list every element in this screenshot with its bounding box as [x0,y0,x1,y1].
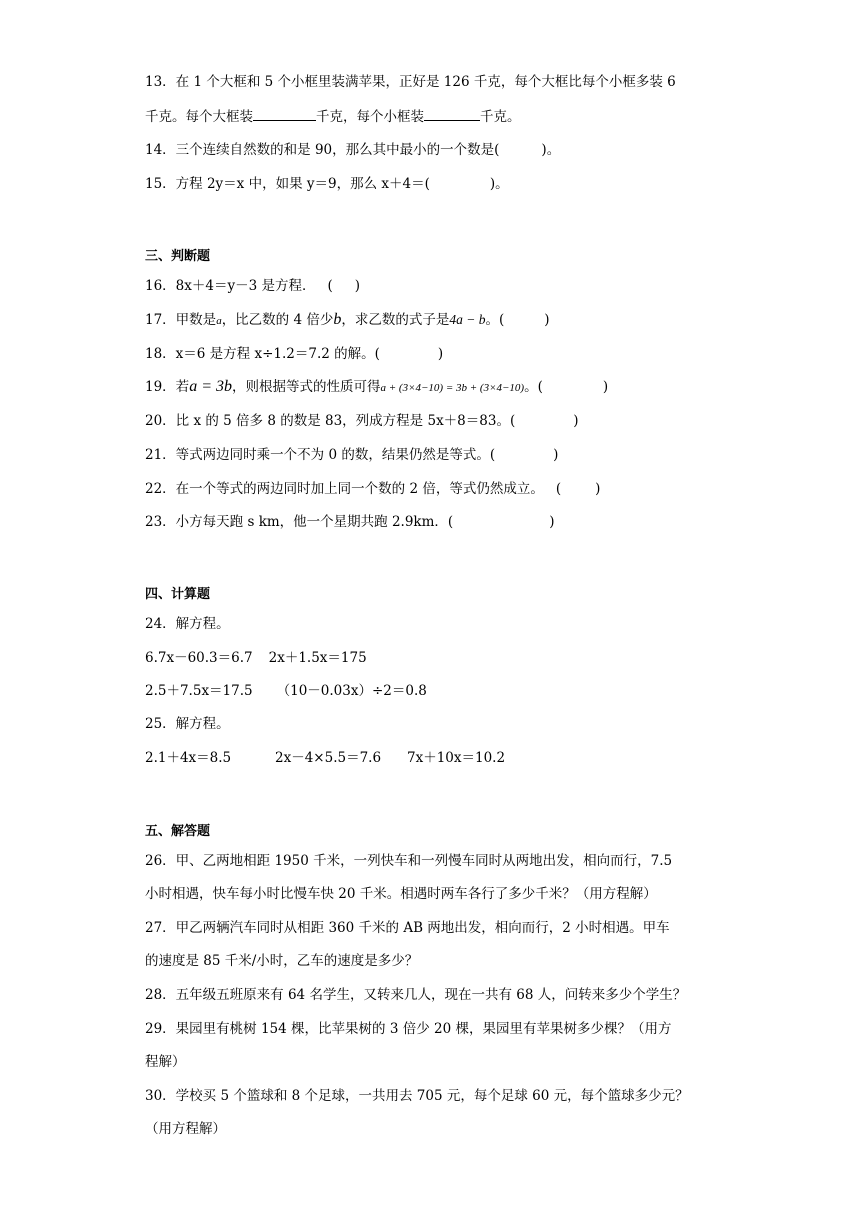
question-16 [145,276,360,296]
q17-open: 。( [485,312,505,328]
q17-var-b: b [333,311,342,328]
question-14 [145,140,560,160]
q19-open: 。( [524,379,543,395]
q23-close: ) [549,514,555,530]
question-25-row [145,748,505,768]
q20-close: ) [573,413,579,429]
q13-blank-large-box[interactable] [253,106,316,121]
q14-text: 14．三个连续自然数的和是 90，那么其中最小的一个数是( [145,142,500,158]
question-29-line-1: 29．果园里有桃树 154 棵，比苹果树的 3 倍少 20 棵，果园里有苹果树多少棵？（用方 [145,1021,672,1037]
equation: （10－0.03x）÷2＝0.8 [276,683,427,699]
section-5-heading: 五、解答题 [145,824,211,839]
question-28: 28．五年级五班原来有 64 名学生，又转来几人，现在一共有 68 人，问转来多少个学生？ [145,987,687,1003]
question-24-row-1 [145,648,367,668]
question-22 [145,479,600,499]
equation: 7x＋10x＝10.2 [407,750,506,766]
q19-close: ) [602,379,609,395]
question-13-line-1: 13．在 1 个大框和 5 个小框里装满苹果，正好是 126 千克，每个大框比每个小框多装 6 [145,74,676,90]
q16-close: ) [354,278,361,294]
q14-close: )。 [541,142,561,158]
q16-open: ( [327,278,333,294]
equation: 2.5＋7.5x＝17.5 [145,683,253,699]
equation: 6.7x－60.3＝6.7 [145,650,253,666]
q19-text-b: ，则根据等式的性质可得 [231,379,381,395]
q13-text-c: 千克。 [480,109,521,125]
question-19 [145,377,608,398]
question-21 [145,445,558,465]
question-29-line-2: 程解） [145,1054,186,1070]
section-4-heading: 四、计算题 [145,587,211,602]
equation: 2x＋1.5x＝175 [268,650,367,666]
question-27-line-1: 27．甲乙两辆汽车同时从相距 360 千米的 AB 两地出发，相向而行，2 小时相遇。甲车 [145,920,670,936]
q19-expression: a + (3×4−10) = 3b + (3×4−10) [380,382,525,394]
q23-text: 23．小方每天跑 s km，他一个星期共跑 2.9km．( [145,514,454,530]
q17-close: ) [544,312,550,328]
q21-close: ) [553,447,559,463]
question-27-line-2: 的速度是 85 千米/小时，乙车的速度是多少？ [145,953,419,969]
q19-condition: a = 3b [189,378,232,395]
q16-text: 16．8x＋4＝y－3 是方程． [145,278,316,294]
q18-text: 18．x＝6 是方程 x÷1.2＝7.2 的解。( [145,346,380,362]
q17-text-c: ，求乙数的式子是 [341,312,450,328]
q17-expression: 4a − b [449,312,486,327]
q17-text-a: 17．甲数是 [145,312,217,328]
q17-var-a: a [216,315,222,327]
section-3-heading: 三、判断题 [145,249,211,264]
q22-close: ) [595,481,601,497]
question-23 [145,512,554,532]
question-24-title: 24．解方程。 [145,616,230,632]
q18-close: ) [437,346,444,362]
question-15 [145,174,509,194]
q15-text: 15．方程 2y＝x 中，如果 y＝9，那么 x＋4＝( [145,176,430,192]
q22-open: ( [555,481,562,497]
q21-text: 21．等式两边同时乘一个不为 0 的数，结果仍然是等式。( [145,447,496,463]
question-20 [145,411,579,431]
q17-text-b: ，比乙数的 4 倍少 [221,312,334,328]
question-26-line-2: 小时相遇，快车每小时比慢车快 20 千米。相遇时两车各行了多少千米？（用方程解） [145,886,657,902]
question-25-title: 25．解方程。 [145,716,230,732]
equation: 2.1＋4x＝8.5 [145,750,232,766]
question-30-line-2: （用方程解） [145,1121,226,1137]
question-18 [145,344,443,364]
q13-blank-small-box[interactable] [424,106,480,121]
q19-text-a: 19．若 [145,379,190,395]
equation: 2x－4×5.5＝7.6 [275,750,382,766]
question-17 [145,310,550,331]
question-30-line-1: 30．学校买 5 个篮球和 8 个足球，一共用去 705 元，每个足球 60 元，每个篮球多少元？ [145,1088,689,1104]
question-13-line-2 [145,106,521,127]
q13-text-b: 千克，每个小框装 [316,109,424,125]
q13-text-a: 千克。每个大框装 [145,109,253,125]
q20-text: 20．比 x 的 5 倍多 8 的数是 83，列成方程是 5x＋8＝83。( [145,413,516,429]
q15-close: )。 [489,176,509,192]
q22-text: 22．在一个等式的两边同时加上同一个数的 2 倍，等式仍然成立。 [145,481,544,497]
question-24-row-2 [145,681,427,701]
question-26-line-1: 26．甲、乙两地相距 1950 千米，一列快车和一列慢车同时从两地出发，相向而行，7.5 [145,853,673,869]
